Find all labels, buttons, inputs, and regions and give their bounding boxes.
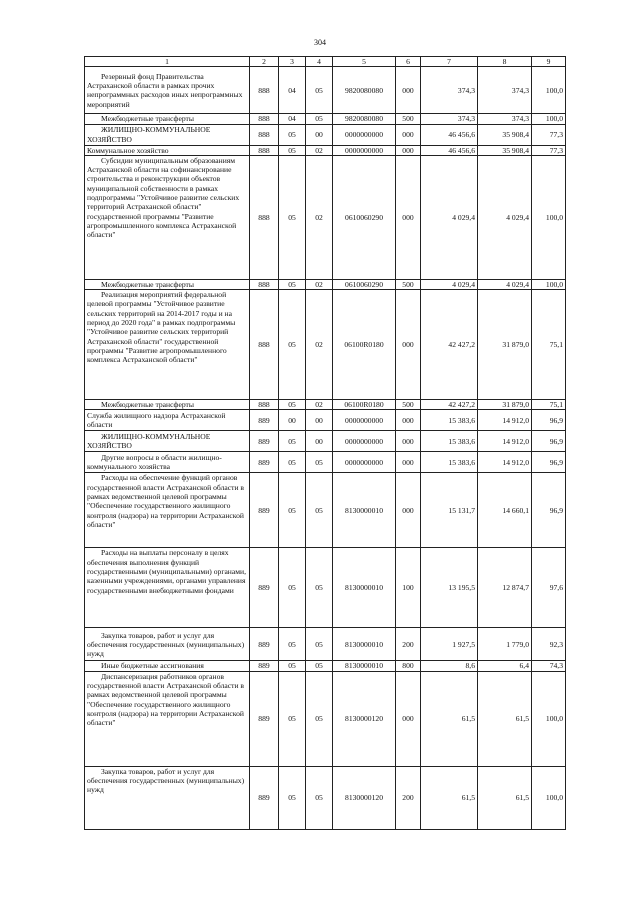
cell-expense-type: 000 xyxy=(396,67,421,114)
cell-actual: 1 779,0 xyxy=(478,628,532,661)
cell-expense-type: 000 xyxy=(396,410,421,431)
cell-actual: 61,5 xyxy=(478,766,532,829)
cell-admin-code: 889 xyxy=(250,473,279,548)
column-header: 5 xyxy=(333,57,396,67)
cell-admin-code: 889 xyxy=(250,671,279,766)
cell-percent: 96,9 xyxy=(532,431,566,452)
cell-plan: 1 927,5 xyxy=(421,628,478,661)
cell-plan: 4 029,4 xyxy=(421,279,478,289)
cell-expense-type: 000 xyxy=(396,452,421,473)
column-header: 2 xyxy=(250,57,279,67)
cell-target-article: 0000000000 xyxy=(333,410,396,431)
cell-subsection: 05 xyxy=(306,452,333,473)
column-header: 1 xyxy=(85,57,250,67)
cell-target-article: 8130000010 xyxy=(333,661,396,671)
page-number: 304 xyxy=(314,38,326,47)
row-name: Закупка товаров, работ и услуг для обеспечения государственных (муниципальных) нужд xyxy=(85,628,250,661)
cell-admin-code: 888 xyxy=(250,67,279,114)
cell-subsection: 00 xyxy=(306,431,333,452)
cell-plan: 42 427,2 xyxy=(421,290,478,400)
table-row xyxy=(85,155,566,279)
row-name: Расходы на обеспечение функций органов государственной власти Астраханской области в рамках ведомственной целевой программы "Обеспечение государственного жилищного контроля (надзора) на территории Астраханской области" xyxy=(85,473,250,548)
table-row xyxy=(85,671,566,766)
table-row xyxy=(85,124,566,145)
cell-expense-type: 100 xyxy=(396,548,421,628)
cell-plan: 42 427,2 xyxy=(421,400,478,410)
cell-subsection: 05 xyxy=(306,628,333,661)
cell-section: 00 xyxy=(279,410,306,431)
cell-expense-type: 000 xyxy=(396,671,421,766)
cell-admin-code: 888 xyxy=(250,145,279,155)
cell-subsection: 02 xyxy=(306,155,333,279)
cell-section: 05 xyxy=(279,155,306,279)
cell-subsection: 02 xyxy=(306,290,333,400)
cell-plan: 61,5 xyxy=(421,671,478,766)
cell-subsection: 05 xyxy=(306,766,333,829)
cell-target-article: 0000000000 xyxy=(333,124,396,145)
cell-actual: 35 908,4 xyxy=(478,145,532,155)
cell-admin-code: 888 xyxy=(250,290,279,400)
cell-expense-type: 800 xyxy=(396,661,421,671)
column-header: 7 xyxy=(421,57,478,67)
cell-target-article: 8130000120 xyxy=(333,766,396,829)
cell-expense-type: 000 xyxy=(396,431,421,452)
cell-section: 05 xyxy=(279,290,306,400)
cell-section: 05 xyxy=(279,548,306,628)
cell-actual: 61,5 xyxy=(478,671,532,766)
table-row xyxy=(85,145,566,155)
cell-target-article: 0000000000 xyxy=(333,145,396,155)
header-row xyxy=(85,57,566,67)
table-row xyxy=(85,400,566,410)
cell-actual: 374,3 xyxy=(478,67,532,114)
cell-admin-code: 888 xyxy=(250,400,279,410)
row-name: Субсидии муниципальным образованиям Астраханской области на софинансирование строительства и реконструкции объектов муниципальной собственности в рамках подпрограммы "Устойчивое развитие сельских территорий Астраханской области" государственной программы "Развитие агропромышленного комплекса Астраханской области" xyxy=(85,155,250,279)
cell-subsection: 00 xyxy=(306,410,333,431)
cell-percent: 96,9 xyxy=(532,410,566,431)
cell-target-article: 8130000010 xyxy=(333,628,396,661)
cell-plan: 15 383,6 xyxy=(421,431,478,452)
cell-admin-code: 889 xyxy=(250,661,279,671)
cell-expense-type: 000 xyxy=(396,290,421,400)
row-name: Иные бюджетные ассигнования xyxy=(85,661,250,671)
cell-admin-code: 889 xyxy=(250,766,279,829)
cell-admin-code: 889 xyxy=(250,548,279,628)
column-header: 6 xyxy=(396,57,421,67)
cell-target-article: 0610060290 xyxy=(333,155,396,279)
cell-section: 05 xyxy=(279,400,306,410)
cell-percent: 100,0 xyxy=(532,279,566,289)
cell-percent: 96,9 xyxy=(532,473,566,548)
cell-admin-code: 888 xyxy=(250,279,279,289)
budget-table xyxy=(84,56,566,830)
cell-subsection: 05 xyxy=(306,114,333,124)
row-name: Другие вопросы в области жилищно-коммунального хозяйства xyxy=(85,452,250,473)
cell-expense-type: 000 xyxy=(396,473,421,548)
table-row xyxy=(85,290,566,400)
cell-actual: 14 912,0 xyxy=(478,431,532,452)
cell-admin-code: 889 xyxy=(250,452,279,473)
cell-actual: 35 908,4 xyxy=(478,124,532,145)
table-row xyxy=(85,410,566,431)
cell-subsection: 05 xyxy=(306,67,333,114)
cell-admin-code: 888 xyxy=(250,124,279,145)
cell-expense-type: 200 xyxy=(396,628,421,661)
table-row xyxy=(85,473,566,548)
cell-target-article: 0610060290 xyxy=(333,279,396,289)
row-name: Резервный фонд Правительства Астраханской области в рамках прочих непрограммных расходов иных непрограммных мероприятий xyxy=(85,67,250,114)
cell-plan: 46 456,6 xyxy=(421,145,478,155)
cell-plan: 13 195,5 xyxy=(421,548,478,628)
cell-admin-code: 889 xyxy=(250,410,279,431)
cell-actual: 14 912,0 xyxy=(478,410,532,431)
cell-percent: 75,1 xyxy=(532,290,566,400)
cell-target-article: 8130000010 xyxy=(333,473,396,548)
cell-plan: 8,6 xyxy=(421,661,478,671)
column-header: 8 xyxy=(478,57,532,67)
cell-target-article: 8130000120 xyxy=(333,671,396,766)
cell-section: 05 xyxy=(279,766,306,829)
cell-actual: 374,3 xyxy=(478,114,532,124)
cell-section: 04 xyxy=(279,67,306,114)
row-name: Реализация мероприятий федеральной целевой программы "Устойчивое развитие сельских территорий на 2014-2017 годы и на период до 2020 года" в рамках подпрограммы "Устойчивое развитие сельских территорий Астраханской области" государственной программы "Развитие агропромышленного комплекса Астраханской области" xyxy=(85,290,250,400)
cell-subsection: 00 xyxy=(306,124,333,145)
cell-actual: 31 879,0 xyxy=(478,290,532,400)
cell-percent: 97,6 xyxy=(532,548,566,628)
cell-percent: 74,3 xyxy=(532,661,566,671)
cell-actual: 12 874,7 xyxy=(478,548,532,628)
cell-admin-code: 889 xyxy=(250,628,279,661)
cell-percent: 100,0 xyxy=(532,155,566,279)
cell-percent: 100,0 xyxy=(532,766,566,829)
cell-percent: 96,9 xyxy=(532,452,566,473)
cell-plan: 374,3 xyxy=(421,114,478,124)
cell-section: 05 xyxy=(279,452,306,473)
cell-actual: 4 029,4 xyxy=(478,279,532,289)
cell-expense-type: 000 xyxy=(396,124,421,145)
cell-target-article: 0000000000 xyxy=(333,452,396,473)
cell-percent: 92,3 xyxy=(532,628,566,661)
cell-subsection: 05 xyxy=(306,473,333,548)
row-name: Межбюджетные трансферты xyxy=(85,400,250,410)
row-name: Расходы на выплаты персоналу в целях обеспечения выполнения функций государственными (муниципальными) органами, казенными учреждениями, органами управления государственными внебюджетными фондами xyxy=(85,548,250,628)
cell-percent: 77,3 xyxy=(532,124,566,145)
table-row xyxy=(85,661,566,671)
row-name: Закупка товаров, работ и услуг для обеспечения государственных (муниципальных) нужд xyxy=(85,766,250,829)
cell-plan: 15 383,6 xyxy=(421,452,478,473)
cell-section: 05 xyxy=(279,628,306,661)
cell-subsection: 02 xyxy=(306,279,333,289)
column-header: 3 xyxy=(279,57,306,67)
cell-expense-type: 500 xyxy=(396,114,421,124)
table-row xyxy=(85,431,566,452)
cell-target-article: 9820080080 xyxy=(333,67,396,114)
row-name: ЖИЛИЩНО-КОММУНАЛЬНОЕ ХОЗЯЙСТВО xyxy=(85,124,250,145)
row-name: ЖИЛИЩНО-КОММУНАЛЬНОЕ ХОЗЯЙСТВО xyxy=(85,431,250,452)
cell-subsection: 05 xyxy=(306,671,333,766)
cell-target-article: 8130000010 xyxy=(333,548,396,628)
cell-percent: 100,0 xyxy=(532,114,566,124)
cell-expense-type: 200 xyxy=(396,766,421,829)
table-row xyxy=(85,628,566,661)
cell-plan: 46 456,6 xyxy=(421,124,478,145)
cell-section: 05 xyxy=(279,661,306,671)
cell-percent: 77,3 xyxy=(532,145,566,155)
cell-section: 05 xyxy=(279,279,306,289)
cell-plan: 15 131,7 xyxy=(421,473,478,548)
cell-plan: 61,5 xyxy=(421,766,478,829)
cell-section: 04 xyxy=(279,114,306,124)
cell-section: 05 xyxy=(279,124,306,145)
row-name: Диспансеризация работников органов государственной власти Астраханской области в рамках ведомственной целевой программы "Обеспечение государственного жилищного контроля (надзора) на территории Астраханской области" xyxy=(85,671,250,766)
cell-target-article: 9820080080 xyxy=(333,114,396,124)
cell-expense-type: 500 xyxy=(396,400,421,410)
cell-target-article: 06100R0180 xyxy=(333,400,396,410)
cell-expense-type: 500 xyxy=(396,279,421,289)
table-row xyxy=(85,452,566,473)
row-name: Межбюджетные трансферты xyxy=(85,114,250,124)
cell-section: 05 xyxy=(279,473,306,548)
cell-actual: 31 879,0 xyxy=(478,400,532,410)
cell-actual: 14 660,1 xyxy=(478,473,532,548)
table-row xyxy=(85,766,566,829)
cell-admin-code: 888 xyxy=(250,155,279,279)
cell-section: 05 xyxy=(279,671,306,766)
column-header: 4 xyxy=(306,57,333,67)
table-row xyxy=(85,114,566,124)
cell-subsection: 05 xyxy=(306,548,333,628)
table-row xyxy=(85,67,566,114)
cell-actual: 14 912,0 xyxy=(478,452,532,473)
cell-expense-type: 000 xyxy=(396,145,421,155)
row-name: Межбюджетные трансферты xyxy=(85,279,250,289)
cell-actual: 4 029,4 xyxy=(478,155,532,279)
cell-plan: 4 029,4 xyxy=(421,155,478,279)
cell-subsection: 02 xyxy=(306,145,333,155)
cell-plan: 15 383,6 xyxy=(421,410,478,431)
table-row xyxy=(85,548,566,628)
cell-section: 05 xyxy=(279,431,306,452)
column-header: 9 xyxy=(532,57,566,67)
cell-subsection: 05 xyxy=(306,661,333,671)
row-name: Служба жилищного надзора Астраханской области xyxy=(85,410,250,431)
cell-section: 05 xyxy=(279,145,306,155)
cell-percent: 100,0 xyxy=(532,67,566,114)
row-name: Коммунальное хозяйство xyxy=(85,145,250,155)
cell-expense-type: 000 xyxy=(396,155,421,279)
cell-percent: 75,1 xyxy=(532,400,566,410)
cell-percent: 100,0 xyxy=(532,671,566,766)
cell-admin-code: 889 xyxy=(250,431,279,452)
cell-target-article: 0000000000 xyxy=(333,431,396,452)
cell-actual: 6,4 xyxy=(478,661,532,671)
cell-subsection: 02 xyxy=(306,400,333,410)
table-row xyxy=(85,279,566,289)
cell-plan: 374,3 xyxy=(421,67,478,114)
cell-admin-code: 888 xyxy=(250,114,279,124)
cell-target-article: 06100R0180 xyxy=(333,290,396,400)
